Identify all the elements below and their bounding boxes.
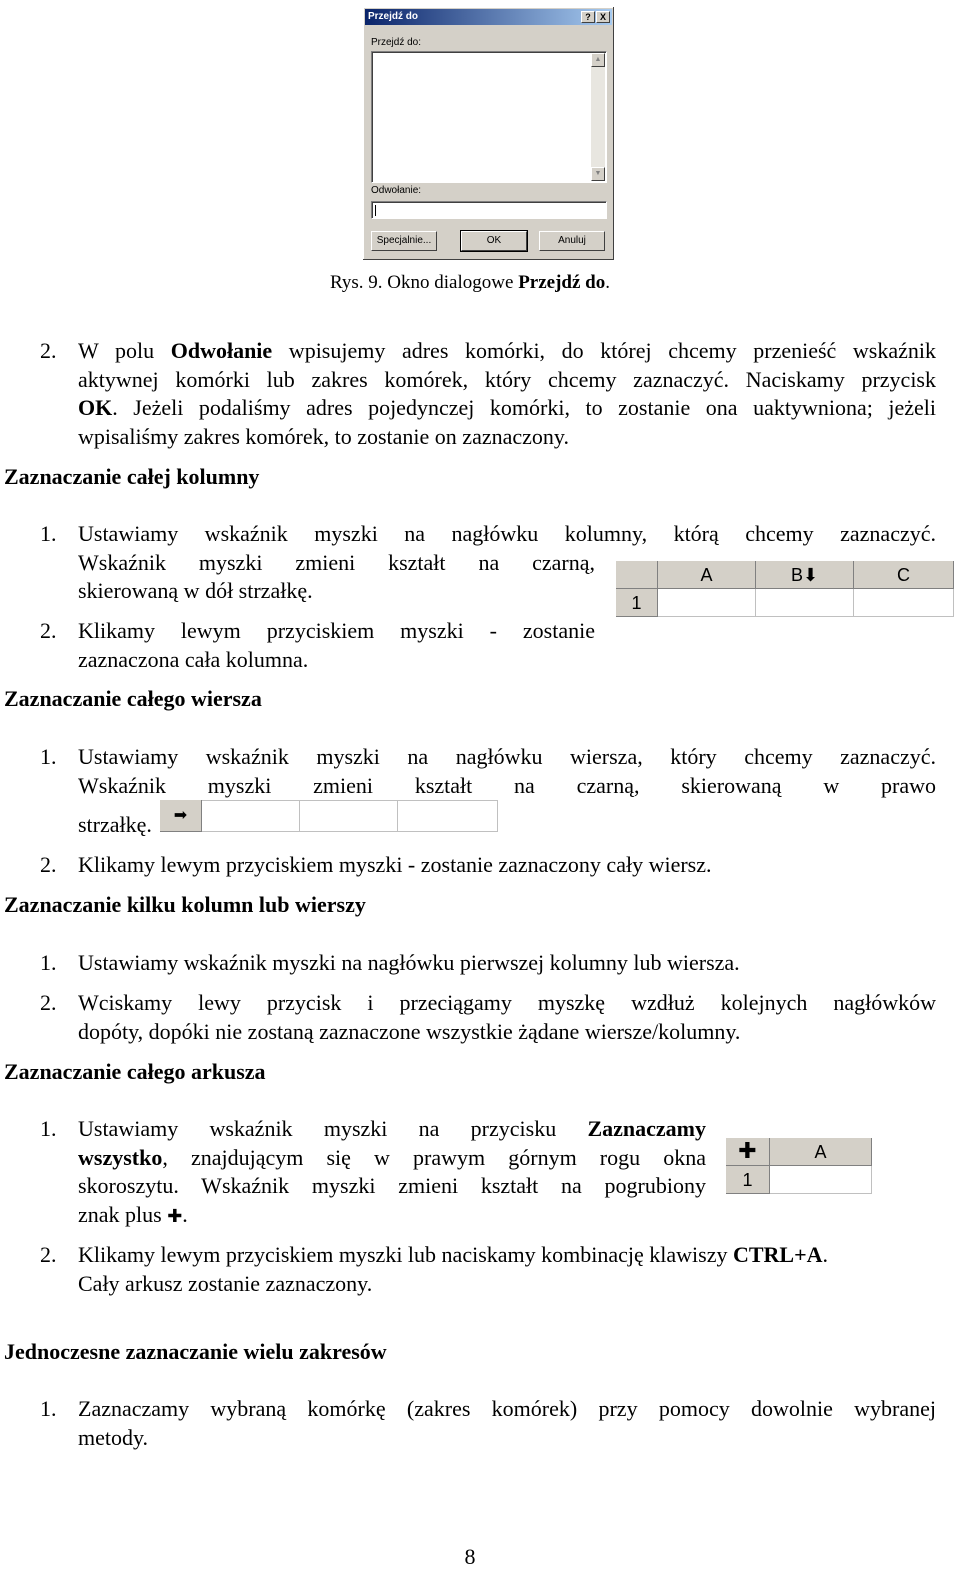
heading-select-sheet: Zaznaczanie całego arkusza: [4, 1059, 266, 1084]
goto-listbox[interactable]: [371, 51, 607, 183]
list-number: 2.: [40, 338, 57, 363]
page-number: 8: [464, 1544, 476, 1569]
list-number: 1.: [40, 950, 57, 975]
column-step1-line3: skierowaną w dół strzałkę.: [78, 578, 313, 603]
cell: [770, 1166, 872, 1194]
ranges-step1-line2: metody.: [78, 1424, 149, 1450]
scroll-down-icon[interactable]: ▼: [591, 167, 605, 181]
select-all-button[interactable]: [726, 1138, 770, 1166]
list-number: 2.: [40, 852, 57, 877]
close-button[interactable]: X: [596, 11, 610, 23]
goto-dialog: [362, 6, 615, 261]
bold-plus-icon: ✚: [738, 1139, 757, 1164]
dialog-title: Przejdź do: [368, 11, 419, 22]
list-number: 1.: [40, 1396, 57, 1421]
goto-label: Przejdź do:: [371, 37, 422, 48]
select-all-sheet-snippet: [726, 1138, 872, 1194]
cell: [202, 800, 300, 832]
arrow-right-icon: ➡: [173, 807, 188, 824]
heading-select-column: Zaznaczanie całej kolumny: [4, 464, 260, 489]
list-number: 1.: [40, 744, 57, 769]
cell: [300, 800, 398, 832]
listbox-scrollbar[interactable]: [591, 53, 605, 181]
arrow-down-icon: ⬇: [802, 565, 819, 585]
multi-step2-line1: Wciskamy lewy przycisk i przeciągamy myszkę wzdłuż kolejnych nagłówków: [78, 990, 936, 1015]
ok-button[interactable]: OK: [461, 231, 527, 251]
column-step1-line2: Wskaźnik myszki zmieni kształt na czarną,: [78, 549, 595, 575]
list-number: 1.: [40, 521, 57, 546]
list-number: 2.: [40, 618, 57, 643]
column-step1-line1: Ustawiamy wskaźnik myszki na nagłówku kolumny, którą chcemy zaznaczyć.: [78, 521, 936, 546]
sheet-step1: Ustawiamy wskaźnik myszki na przycisku Zaznaczamy wszystko, znajdującym się w prawym górnym rogu okna skoroszytu. Wskaźnik myszki zmieni kształt na pogrubiony znak plus ✚.: [78, 1116, 706, 1227]
cancel-button[interactable]: Anuluj: [539, 231, 605, 251]
heading-select-ranges: Jednoczesne zaznaczanie wielu zakresów: [4, 1339, 387, 1364]
reference-label: Odwołanie:: [371, 185, 422, 196]
column-header-c: C: [854, 561, 954, 589]
cell: [398, 800, 498, 832]
column-header-b: B⬇: [756, 561, 854, 589]
row-step1-line2: Wskaźnik myszki zmieni kształt na czarną, skierowaną w prawo: [78, 772, 936, 798]
row-header-1: 1: [726, 1166, 770, 1194]
column-header-a: A: [770, 1138, 872, 1166]
column-sheet-snippet: [616, 561, 954, 617]
row-step1-line3: strzałkę.: [78, 812, 152, 837]
goto-paragraph: W polu Odwołanie wpisujemy adres komórki, do której chcemy przenieść wskaźnik aktywnej komórki lub zakres komórek, który chcemy zaznaczyć. Naciskamy przycisk OK. Jeżeli podaliśmy adres pojedynczej komórki, to zostanie ona uaktywniona; jeżeli wpisaliśmy zakres komórek, to zostanie on zaznaczony.: [78, 338, 937, 449]
text-caret: [375, 205, 376, 216]
sheet-step2-line1: Klikamy lewym przyciskiem myszki lub naciskamy kombinację klawiszy CTRL+A.: [78, 1242, 829, 1267]
multi-step1: Ustawiamy wskaźnik myszki na nagłówku pierwszej kolumny lub wiersza.: [78, 950, 740, 975]
column-step2-line2: zaznaczona cała kolumna.: [78, 646, 309, 672]
heading-select-row: Zaznaczanie całego wiersza: [4, 686, 262, 711]
cell: [756, 589, 854, 617]
row-header-1: 1: [616, 589, 658, 617]
scroll-up-icon[interactable]: ▲: [591, 53, 605, 67]
multi-step2-line2: dopóty, dopóki nie zostaną zaznaczone wszystkie żądane wiersze/kolumny.: [78, 1018, 741, 1044]
special-button[interactable]: Specjalnie...: [371, 231, 437, 251]
corner-header: [616, 561, 658, 589]
list-number: 1.: [40, 1116, 57, 1141]
reference-input[interactable]: [371, 201, 607, 219]
row-sheet-snippet: [160, 800, 500, 832]
sheet-step2-line2: Cały arkusz zostanie zaznaczony.: [78, 1270, 373, 1296]
row-header: [160, 800, 202, 832]
ranges-step1-line1: Zaznaczamy wybraną komórkę (zakres komórek) przy pomocy dowolnie wybranej: [78, 1396, 936, 1421]
cell: [854, 589, 954, 617]
list-number: 2.: [40, 990, 57, 1015]
row-step1-line1: Ustawiamy wskaźnik myszki na nagłówku wiersza, który chcemy zaznaczyć.: [78, 744, 936, 769]
column-step2-line1: Klikamy lewym przyciskiem myszki - zostanie: [78, 618, 595, 643]
cell: [658, 589, 756, 617]
dialog-titlebar: [365, 9, 612, 25]
figure-caption: Rys. 9. Okno dialogowe Przejdź do.: [330, 272, 610, 293]
list-number: 2.: [40, 1242, 57, 1267]
column-header-a: A: [658, 561, 756, 589]
heading-select-multiple: Zaznaczanie kilku kolumn lub wierszy: [4, 892, 366, 917]
row-step2: Klikamy lewym przyciskiem myszki - zostanie zaznaczony cały wiersz.: [78, 852, 712, 877]
bold-plus-icon: ✚: [167, 1205, 183, 1227]
help-button[interactable]: ?: [581, 11, 595, 23]
